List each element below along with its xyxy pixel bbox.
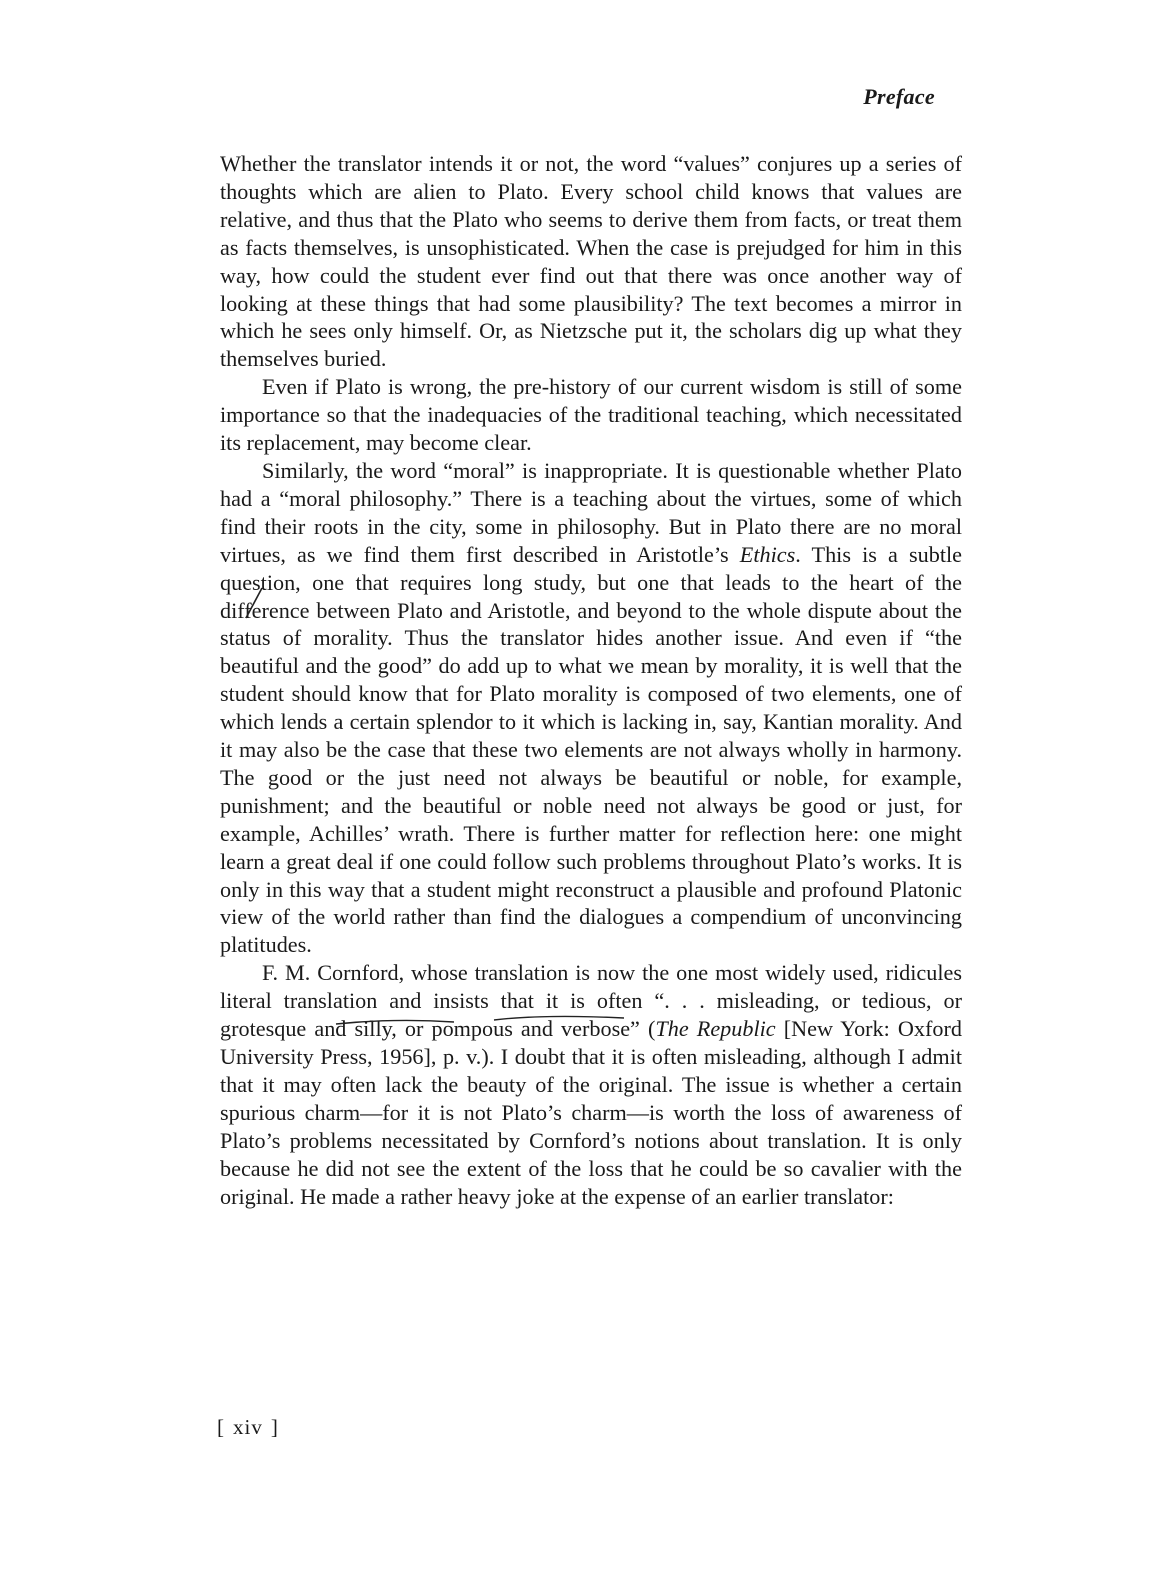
paragraph-pre-history: Even if Plato is wrong, the pre-history of our current wisdom is still of some importance so that the inadequacies of the traditional teaching, which necessitated its replacement, may become clear.: [220, 374, 962, 456]
body-text: [220, 150, 962, 1210]
paragraph-cornford: [220, 959, 962, 1210]
paragraph-moral: [220, 457, 962, 959]
page-number: xiv: [233, 1415, 263, 1439]
paragraph-moral-text-2: . This is a subtle question, one that requires long study, but one that leads to the heart of the difference between Plato and Aristotle, and beyond to the whole dispute about the status of morality. Thus the translator hides another issue. And even if “the beautiful and the good” do add up to what we mean by morality, it is well that the student should know that for Plato morality is composed of two elements, one of which lends a certain splendor to it which is lacking in, say, Kantian morality. And it may also be the case that these two elements are not always wholly in harmony. The good or the just need not always be beautiful or noble, for example, punishment; and the beautiful or noble need not always be good or just, for example, Achilles’ wrath. There is further matter for reflection here: one might learn a great deal if one could follow such problems throughout Plato’s works. It is only in this way that a student might reconstruct a plausible and profound Platonic view of the world rather than find the dialogues a compendium of unconvincing platitudes.: [220, 541, 962, 958]
paragraph-moral-text-1: Similarly, the word “moral” is inappropriate. It is questionable whether Plato had a “moral philosophy.” There is a teaching about the virtues, some of which find their roots in the city, some in philosophy. But in Plato there are no moral virtues, as we find them first described in Aristotle’s: [220, 457, 962, 567]
paragraph-moral-book-title: Ethics: [739, 541, 796, 567]
paragraph-cornford-book-title: The Republic: [655, 1016, 776, 1042]
running-head: Preface: [863, 84, 935, 109]
paragraph-cornford-text-1: F. M. Cornford, whose translation is now the one most widely used, ridicules literal translation and insists that it is often “. . . misleading, or tedious, or grotesque and silly, or pompous and verbose” (: [220, 960, 962, 1042]
paragraph-values: Whether the translator intends it or not, the word “values” conjures up a series of thoughts which are alien to Plato. Every school child knows that values are relative, and thus that the Plato who seems to derive them from facts, or treat them as facts themselves, is unsophisticated. When the case is prejudged for him in this way, how could the student ever find out that there was once another way of looking at these things that had some plausibility? The text becomes a mirror in which he sees only himself. Or, as Nietzsche put it, the scholars dig up what they themselves buried.: [220, 151, 962, 372]
page-number-folio: [217, 1415, 279, 1440]
folio-bracket-close: ]: [270, 1415, 279, 1439]
paragraph-cornford-text-2: [New York: Oxford University Press, 1956], p. v.). I doubt that it is often misleading, although I admit that it may often lack the beauty of the original. The issue is whether a certain spurious charm—for it is not Plato’s charm—is worth the loss of awareness of Plato’s problems necessitated by Cornford’s notions about translation. It is only because he did not see the extent of the loss that he could be so cavalier with the original. He made a rather heavy joke at the expense of an earlier translator:: [220, 1016, 962, 1209]
folio-bracket-open: [: [217, 1415, 225, 1439]
